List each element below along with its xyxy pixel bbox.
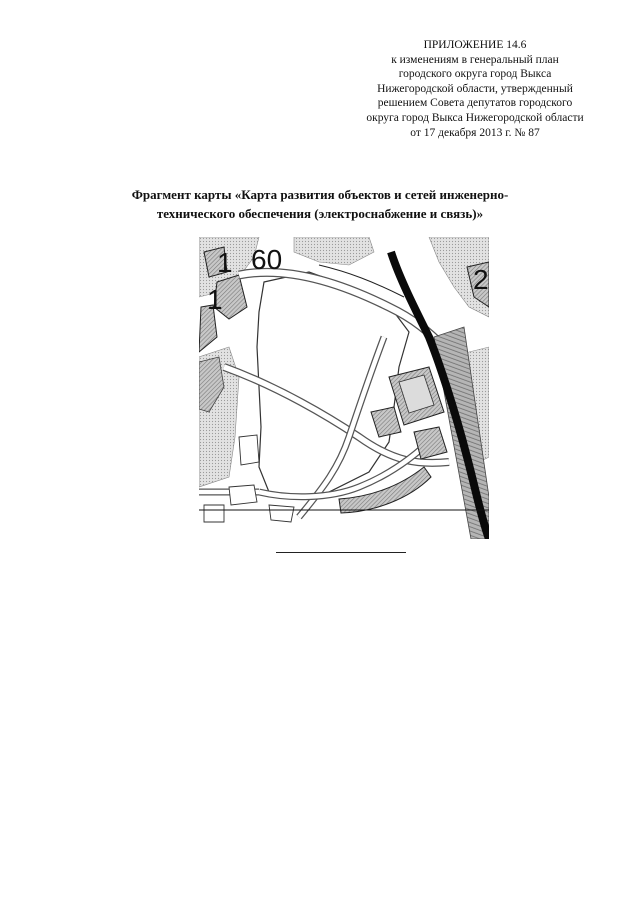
document-title: [90, 185, 550, 223]
appendix-line: Нижегородской области, утвержденный: [377, 82, 573, 95]
bottom-rule: [276, 552, 406, 553]
appendix-line: городского округа город Выкса: [398, 68, 552, 81]
title-line: технического обеспечения (электроснабжение и связь)»: [156, 206, 484, 221]
map-label: 60: [251, 244, 283, 275]
small-plot: [204, 505, 224, 522]
small-plot: [239, 435, 259, 465]
small-plot: [229, 485, 257, 505]
map-label: 2: [473, 264, 489, 295]
appendix-line: от 17 декабря 2013 г. № 87: [410, 126, 540, 139]
map-label: 1: [207, 284, 223, 315]
small-plot: [269, 505, 294, 522]
appendix-line: решением Совета депутатов городского: [377, 97, 573, 110]
map-label: 1: [217, 247, 233, 278]
appendix-line: ПРИЛОЖЕНИЕ 14.6: [423, 39, 527, 51]
appendix-line: к изменениям в генеральный план: [391, 53, 559, 66]
title-line: Фрагмент карты «Карта развития объектов и сетей инженерно-: [131, 187, 509, 202]
appendix-header: [340, 38, 610, 140]
appendix-line: округа город Выкса Нижегородской области: [366, 111, 584, 124]
map-svg: [199, 237, 489, 539]
map-fragment: [199, 237, 489, 539]
